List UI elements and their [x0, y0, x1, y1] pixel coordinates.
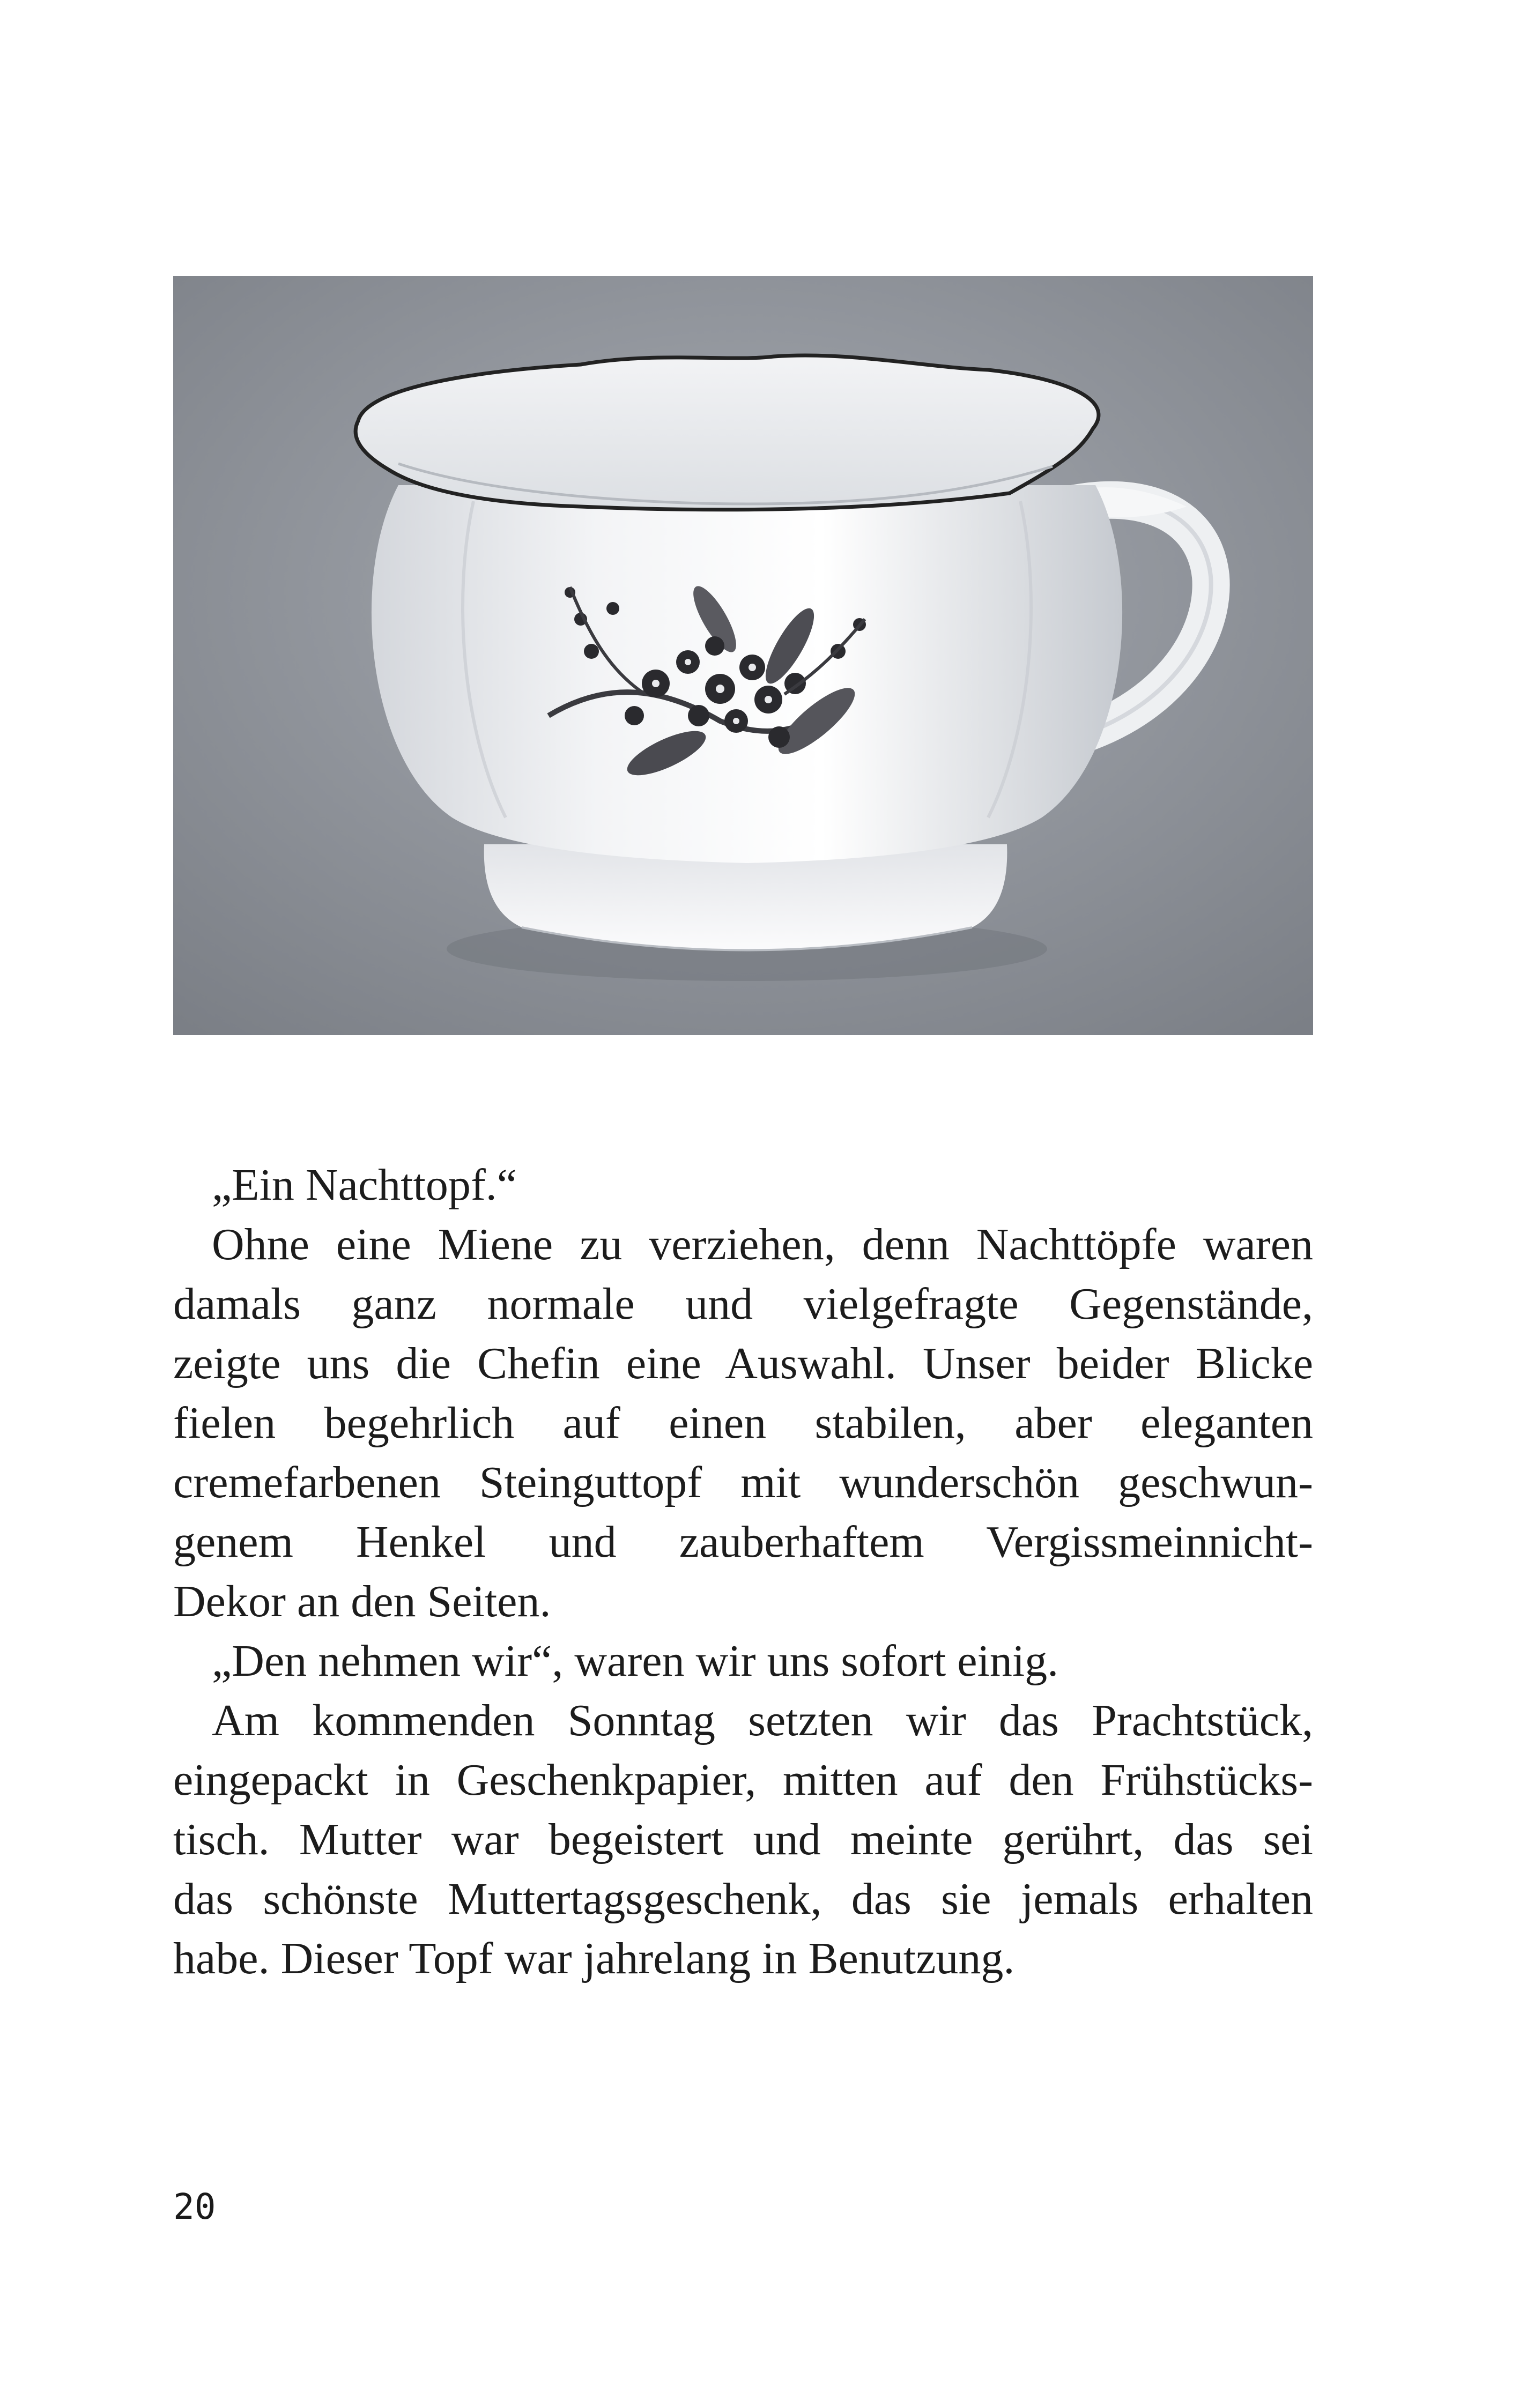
- chamber-pot-photo: [173, 276, 1313, 1035]
- text-line: cremefarbenen Steinguttopf mit wunderschön geschwun-: [173, 1458, 1313, 1507]
- body-text: [173, 1155, 1313, 1988]
- text-line: Dekor an den Seiten.: [173, 1577, 551, 1626]
- text-line: habe. Dieser Topf war jahrelang in Benutzung.: [173, 1934, 1015, 1983]
- text-line: zeigte uns die Chefin eine Auswahl. Unser beider Blicke: [173, 1339, 1313, 1388]
- text-line: „Den nehmen wir“, waren wir uns sofort einig.: [212, 1636, 1059, 1686]
- text-line: das schönste Muttertagsgeschenk, das sie jemals erhalten: [173, 1874, 1313, 1924]
- paragraph: [173, 1631, 1313, 1691]
- text-line: fielen begehrlich auf einen stabilen, aber eleganten: [173, 1398, 1313, 1448]
- text-line: tisch. Mutter war begeistert und meinte gerührt, das sei: [173, 1815, 1313, 1864]
- paragraph: [173, 1215, 1313, 1631]
- page-number: 20: [173, 2186, 216, 2227]
- text-line: damals ganz normale und vielgefragte Gegenstände,: [173, 1279, 1313, 1329]
- paragraph: [173, 1155, 1313, 1215]
- text-line: Am kommenden Sonntag setzten wir das Prachtstück,: [212, 1696, 1313, 1745]
- text-line: eingepackt in Geschenkpapier, mitten auf den Frühstücks-: [173, 1755, 1313, 1805]
- paragraph: [173, 1691, 1313, 1988]
- text-line: „Ein Nachttopf.“: [212, 1160, 517, 1210]
- text-line: Ohne eine Miene zu verziehen, denn Nachttöpfe waren: [212, 1220, 1313, 1269]
- text-line: genem Henkel und zauberhaftem Vergissmeinnicht-: [173, 1517, 1313, 1567]
